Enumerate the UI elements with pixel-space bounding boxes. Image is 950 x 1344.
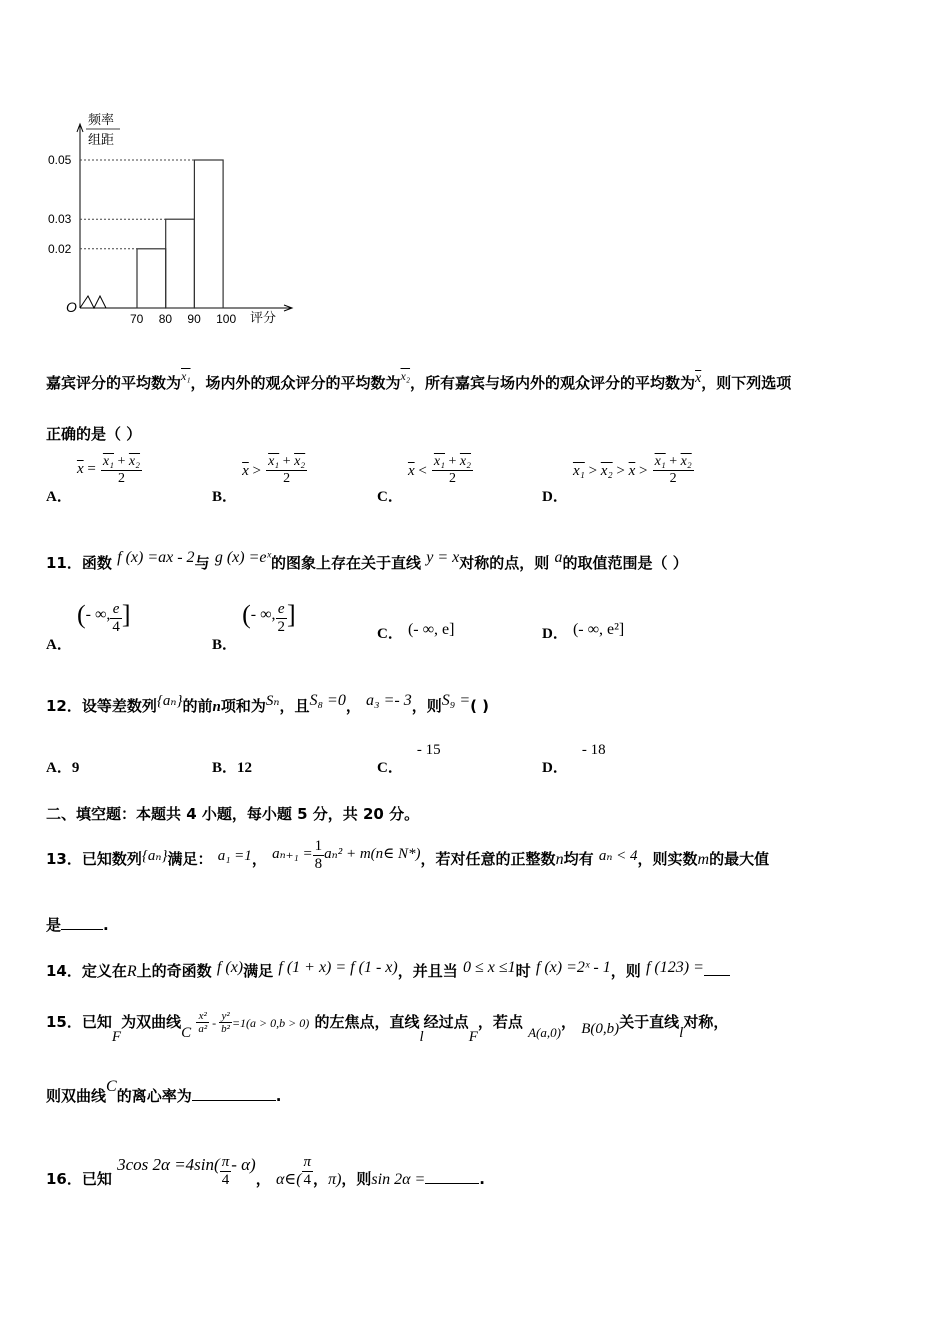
q13-stem: 13．已知数列{aₙ}满足： a₁ =1， aₙ₊₁ = $\frac{1}{8}$ aₙ² + m(n∈ N*)，若对任意的正整数n均有 aₙ < 4，则实数m的最大值 xyxy=(46,838,770,872)
q10-stem-line2: 正确的是（ ） xyxy=(46,425,142,443)
q16-answer-blank[interactable] xyxy=(425,1183,479,1184)
q14-answer-blank[interactable] xyxy=(704,975,730,976)
q10-stem-line1: 嘉宾评分的平均数为$^{x_1}$，场内外的观众评分的平均数为$^{x_2}$，所有嘉宾与场内外的观众评分的平均数为$\overline{x}$，则下列选项 xyxy=(46,369,792,392)
histogram-bar xyxy=(166,219,195,308)
q15-stem: 15．已知F为双曲线C $\frac{\text{x²}}{\text{a²}}$ - $\frac{\text{y²}}{\text{b²}}$ =1(a > 0,b > 0) 的左焦点，直线l经过点F，若点 A(a,0)， B(0,b)关于直线l对称， xyxy=(46,1010,729,1045)
q11-option-a[interactable]: A． (- ∞, $\frac{e}{4}$ ] xyxy=(46,600,131,653)
frequency-histogram xyxy=(40,112,300,332)
q13-answer-blank[interactable] xyxy=(61,929,103,930)
q10-option-a[interactable]: A． $\overline{x}$ = $\frac{\text{x₁ + x₂}}{2}$ xyxy=(46,454,141,505)
q12-option-a[interactable]: A．9 xyxy=(46,760,80,776)
q15-line2: 则双曲线C的离心率为 . xyxy=(46,1078,282,1105)
q14-stem: 14．定义在R上的奇函数 f (x)满足 f (1 + x) = f (1 - x)，并且当 0 ≤ x ≤1时 f (x) =2ˣ - 1，则 f (123) = xyxy=(46,960,730,981)
origin-label: O xyxy=(66,299,77,315)
x2-bar: x₂ xyxy=(400,369,411,383)
q12-option-c[interactable]: C．- 15 xyxy=(377,742,441,776)
y-tick-label: 0.03 xyxy=(48,212,72,227)
histogram-bar xyxy=(194,160,223,308)
q10-option-c[interactable]: C． $\overline{x}$ < $\frac{\text{x₁ + x₂}}{2}$ xyxy=(377,454,472,505)
q16-stem: 16．已知 3cos 2α =4sin( $\frac{\pi}{4}$ - α)， α∈( $\frac{\pi}{4}$ ，π)，则sin 2α = . xyxy=(46,1154,485,1188)
q10-option-d[interactable]: D． $x_1 > x_2 > \overline{x}$ > $\frac{\text{x₁ + x₂}}{2}$ xyxy=(542,454,692,505)
q11-option-c[interactable]: C． (- ∞, e] xyxy=(377,621,455,642)
q12-option-b[interactable]: B．12 xyxy=(212,760,253,776)
x-tick-label: 80 xyxy=(158,312,173,326)
x-tick-label: 70 xyxy=(130,312,144,326)
histogram-bar xyxy=(137,249,166,308)
x1-bar: x₁ xyxy=(181,369,191,383)
x-tick-label: 100 xyxy=(216,312,237,326)
y-axis-label-top: 频率 xyxy=(88,112,115,127)
y-tick-label: 0.05 xyxy=(48,153,72,167)
q15-answer-blank[interactable] xyxy=(192,1100,276,1101)
y-tick-label: 0.02 xyxy=(48,241,72,256)
axis-break-zigzag xyxy=(80,296,106,308)
x-axis-label: 评分 xyxy=(250,310,277,325)
q12-stem: 12．设等差数列{aₙ}的前n项和为Sₙ，且S₈ =0， a₃ =- 3，则S₉ =( ) xyxy=(46,692,490,715)
section-heading-fill-in: 二、填空题：本题共 4 小题，每小题 5 分，共 20 分。 xyxy=(46,805,420,823)
q12-option-d[interactable]: D．- 18 xyxy=(542,742,606,776)
q13-line2: 是 . xyxy=(46,916,109,934)
y-axis-label-bottom: 组距 xyxy=(88,132,115,147)
q10-option-b[interactable]: B． $\overline{x}$ > $\frac{\text{x₁ + x₂}}{2}$ xyxy=(212,454,306,505)
x-tick-label: 90 xyxy=(187,312,201,326)
q11-option-b[interactable]: B． (- ∞, $\frac{e}{2}$ ] xyxy=(212,600,296,653)
q11-option-d[interactable]: D． (- ∞, e²] xyxy=(542,621,625,642)
q11-stem: 11．函数 f (x) =ax - 2与 g (x) =eˣ的图象上存在关于直线 y = x对称的点，则 a的取值范围是（ ） xyxy=(46,549,688,572)
x-bar: $\overline{x}$ xyxy=(695,371,702,386)
